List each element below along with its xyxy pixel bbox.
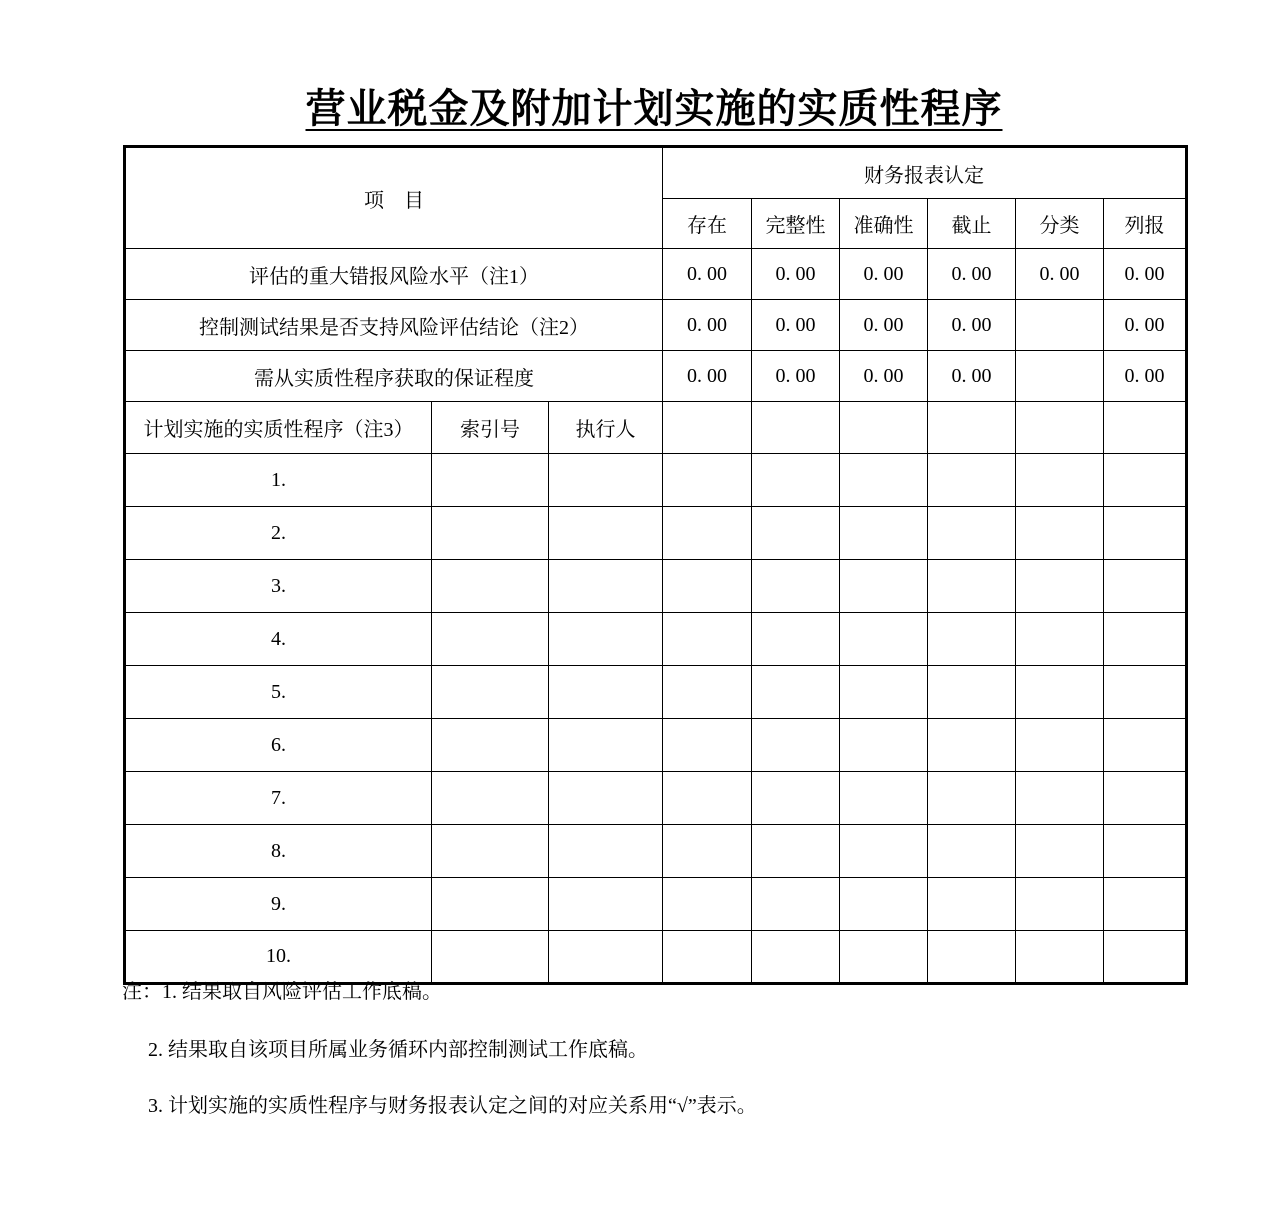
assertion-cell bbox=[752, 507, 840, 560]
assertion-cell bbox=[663, 772, 752, 825]
page-title: 营业税金及附加计划实施的实质性程序 bbox=[305, 86, 1003, 131]
value-cell bbox=[1016, 351, 1104, 402]
assertion-cell bbox=[840, 772, 928, 825]
assertion-cell bbox=[1104, 931, 1187, 984]
assertion-cell bbox=[752, 931, 840, 984]
assertion-cell bbox=[1016, 507, 1104, 560]
assertion-cell bbox=[663, 719, 752, 772]
assertion-cell bbox=[840, 878, 928, 931]
assertion-cell bbox=[752, 560, 840, 613]
assertion-cell bbox=[1016, 719, 1104, 772]
assertion-cell bbox=[1016, 878, 1104, 931]
procedure-number-cell: 6. bbox=[125, 719, 432, 772]
value-cell: 0. 00 bbox=[840, 351, 928, 402]
assertion-cell bbox=[840, 507, 928, 560]
index-cell bbox=[432, 878, 549, 931]
assertion-cell bbox=[1016, 613, 1104, 666]
assertion-cell bbox=[928, 402, 1016, 454]
assertion-cell bbox=[663, 825, 752, 878]
value-cell: 0. 00 bbox=[1104, 351, 1187, 402]
assertion-cell bbox=[1016, 454, 1104, 507]
value-cell: 0. 00 bbox=[752, 249, 840, 300]
assertion-cell bbox=[1104, 402, 1187, 454]
assertion-cell bbox=[928, 719, 1016, 772]
procedure-number-cell: 3. bbox=[125, 560, 432, 613]
assertion-cell bbox=[1104, 719, 1187, 772]
executor-cell bbox=[549, 454, 663, 507]
assertion-cell bbox=[1104, 560, 1187, 613]
assertion-cell bbox=[752, 719, 840, 772]
procedure-number-cell: 8. bbox=[125, 825, 432, 878]
procedure-row-2 bbox=[125, 507, 1187, 560]
executor-cell bbox=[549, 931, 663, 984]
assertion-cell bbox=[928, 613, 1016, 666]
value-cell: 0. 00 bbox=[928, 249, 1016, 300]
index-col-header: 索引号 bbox=[432, 402, 549, 454]
value-cell: 0. 00 bbox=[663, 300, 752, 351]
index-cell bbox=[432, 931, 549, 984]
col-header-accuracy: 准确性 bbox=[840, 199, 928, 249]
col-header-completeness: 完整性 bbox=[752, 199, 840, 249]
assertion-cell bbox=[1104, 825, 1187, 878]
assertion-cell bbox=[1016, 402, 1104, 454]
value-cell bbox=[1016, 300, 1104, 351]
procedure-row-5 bbox=[125, 666, 1187, 719]
assertion-cell bbox=[752, 666, 840, 719]
executor-cell bbox=[549, 666, 663, 719]
assertion-cell bbox=[1016, 666, 1104, 719]
procedures-table bbox=[123, 145, 1188, 985]
value-cell: 0. 00 bbox=[1104, 300, 1187, 351]
executor-cell bbox=[549, 772, 663, 825]
procedure-row-6 bbox=[125, 719, 1187, 772]
header-row-group bbox=[125, 147, 1187, 199]
assertion-cell bbox=[663, 507, 752, 560]
assertion-cell bbox=[663, 931, 752, 984]
assertion-cell bbox=[663, 454, 752, 507]
value-cell: 0. 00 bbox=[840, 249, 928, 300]
assertion-cell bbox=[1016, 560, 1104, 613]
assertion-cell bbox=[928, 772, 1016, 825]
assertion-cell bbox=[752, 878, 840, 931]
assertions-group-header-cell: 财务报表认定 bbox=[663, 147, 1187, 199]
procedure-header-label: 计划实施的实质性程序（注3） bbox=[125, 402, 432, 454]
procedure-number-cell: 10. bbox=[125, 931, 432, 984]
col-header-existence: 存在 bbox=[663, 199, 752, 249]
value-cell: 0. 00 bbox=[1104, 249, 1187, 300]
assertion-cell bbox=[840, 666, 928, 719]
assertion-cell bbox=[752, 402, 840, 454]
executor-cell bbox=[549, 878, 663, 931]
index-cell bbox=[432, 560, 549, 613]
summary-row-control-test bbox=[125, 300, 1187, 351]
value-cell: 0. 00 bbox=[928, 351, 1016, 402]
assertion-cell bbox=[663, 666, 752, 719]
assertion-cell bbox=[752, 825, 840, 878]
footnote-3: 3. 计划实施的实质性程序与财务报表认定之间的对应关系用“√”表示。 bbox=[148, 1095, 757, 1117]
summary-row-assurance-level bbox=[125, 351, 1187, 402]
value-cell: 0. 00 bbox=[928, 300, 1016, 351]
summary-row-label: 控制测试结果是否支持风险评估结论（注2） bbox=[125, 300, 663, 351]
assertion-cell bbox=[928, 560, 1016, 613]
value-cell: 0. 00 bbox=[663, 249, 752, 300]
assertion-cell bbox=[663, 402, 752, 454]
assertion-cell bbox=[928, 507, 1016, 560]
index-cell bbox=[432, 772, 549, 825]
assertion-cell bbox=[1104, 454, 1187, 507]
assertion-cell bbox=[840, 719, 928, 772]
value-cell: 0. 00 bbox=[840, 300, 928, 351]
item-header-cell: 项 目 bbox=[125, 147, 663, 249]
index-cell bbox=[432, 613, 549, 666]
assertion-cell bbox=[928, 825, 1016, 878]
assertion-cell bbox=[663, 878, 752, 931]
value-cell: 0. 00 bbox=[663, 351, 752, 402]
procedure-number-cell: 7. bbox=[125, 772, 432, 825]
assertion-cell bbox=[1104, 878, 1187, 931]
assertion-cell bbox=[663, 613, 752, 666]
assertion-cell bbox=[1104, 772, 1187, 825]
procedure-row-4 bbox=[125, 613, 1187, 666]
procedure-row-8 bbox=[125, 825, 1187, 878]
footnote-2: 2. 结果取自该项目所属业务循环内部控制测试工作底稿。 bbox=[148, 1039, 648, 1061]
index-cell bbox=[432, 666, 549, 719]
assertion-cell bbox=[1016, 825, 1104, 878]
assertion-cell bbox=[1104, 613, 1187, 666]
procedure-row-1 bbox=[125, 454, 1187, 507]
assertion-cell bbox=[1016, 931, 1104, 984]
assertion-cell bbox=[928, 931, 1016, 984]
assertion-cell bbox=[663, 560, 752, 613]
assertion-cell bbox=[1104, 666, 1187, 719]
procedure-number-cell: 5. bbox=[125, 666, 432, 719]
assertion-cell bbox=[752, 613, 840, 666]
assertion-cell bbox=[840, 825, 928, 878]
index-cell bbox=[432, 507, 549, 560]
executor-cell bbox=[549, 825, 663, 878]
procedure-row-3 bbox=[125, 560, 1187, 613]
index-cell bbox=[432, 719, 549, 772]
procedure-row-7 bbox=[125, 772, 1187, 825]
col-header-classification: 分类 bbox=[1016, 199, 1104, 249]
procedure-number-cell: 4. bbox=[125, 613, 432, 666]
procedure-number-cell: 1. bbox=[125, 454, 432, 507]
procedure-number-cell: 9. bbox=[125, 878, 432, 931]
executor-col-header: 执行人 bbox=[549, 402, 663, 454]
assertion-cell bbox=[752, 772, 840, 825]
index-cell bbox=[432, 825, 549, 878]
executor-cell bbox=[549, 613, 663, 666]
assertion-cell bbox=[840, 560, 928, 613]
value-cell: 0. 00 bbox=[752, 351, 840, 402]
procedure-header-row bbox=[125, 402, 1187, 454]
summary-row-label: 需从实质性程序获取的保证程度 bbox=[125, 351, 663, 402]
col-header-cutoff: 截止 bbox=[928, 199, 1016, 249]
procedure-number-cell: 2. bbox=[125, 507, 432, 560]
assertion-cell bbox=[840, 402, 928, 454]
value-cell: 0. 00 bbox=[1016, 249, 1104, 300]
footnote-1: 注：1. 结果取自风险评估工作底稿。 bbox=[122, 981, 442, 1003]
assertion-cell bbox=[1016, 772, 1104, 825]
procedure-row-9 bbox=[125, 878, 1187, 931]
assertion-cell bbox=[928, 666, 1016, 719]
executor-cell bbox=[549, 507, 663, 560]
assertion-cell bbox=[928, 454, 1016, 507]
summary-row-risk-level bbox=[125, 249, 1187, 300]
assertion-cell bbox=[928, 878, 1016, 931]
assertion-cell bbox=[840, 931, 928, 984]
executor-cell bbox=[549, 719, 663, 772]
assertion-cell bbox=[1104, 507, 1187, 560]
executor-cell bbox=[549, 560, 663, 613]
summary-row-label: 评估的重大错报风险水平（注1） bbox=[125, 249, 663, 300]
value-cell: 0. 00 bbox=[752, 300, 840, 351]
assertion-cell bbox=[840, 613, 928, 666]
assertion-cell bbox=[752, 454, 840, 507]
procedure-row-10 bbox=[125, 931, 1187, 984]
col-header-presentation: 列报 bbox=[1104, 199, 1187, 249]
index-cell bbox=[432, 454, 549, 507]
assertion-cell bbox=[840, 454, 928, 507]
